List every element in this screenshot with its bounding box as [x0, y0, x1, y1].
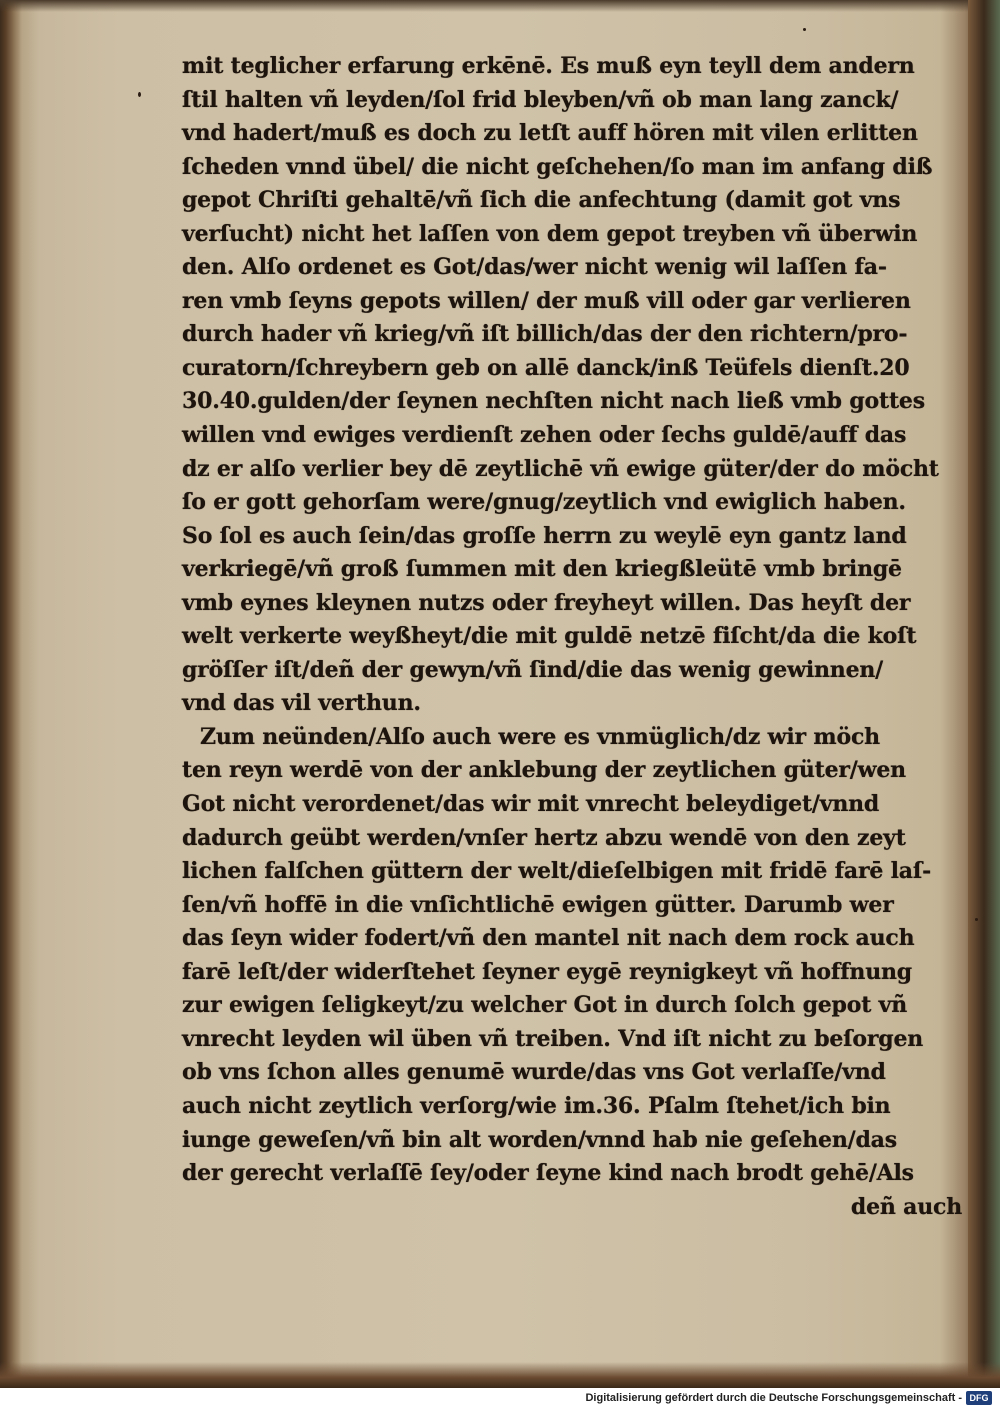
dfg-logo: DFG	[966, 1391, 992, 1405]
ink-speck	[975, 918, 978, 921]
text-line: vnd hadert/muß es doch zu letſt auff hören mit vilen erlitten	[182, 120, 918, 147]
text-line: der gerecht verlaſſē ſey/oder ſeyne kind nach brodt gehē/Als	[182, 1160, 914, 1187]
page-text	[182, 50, 962, 1224]
text-line: gröſſer iſt/deñ der gewyn/vñ ſind/die das wenig gewinnen/	[182, 656, 884, 683]
text-line: durch hader vñ krieg/vñ iſt billich/das der den richtern/pro-	[182, 321, 908, 348]
scan-bottom-edge	[0, 1362, 1000, 1388]
text-line: Got nicht verordenet/das wir mit vnrecht beleydiget/vnnd	[182, 791, 880, 818]
text-line: 30.40.gulden/der ſeynen nechſten nicht nach ließ vmb gottes	[182, 388, 925, 415]
text-line: ten reyn werdē von der anklebung der zeytlichen güter/wen	[182, 757, 906, 784]
text-line: gepot Chriſti gehaltē/vñ ſich die anfechtung (damit got vns	[182, 187, 901, 214]
ink-speck	[803, 28, 806, 31]
text-line: So ſol es auch ſein/das groſſe herrn zu weylē eyn gantz land	[182, 522, 907, 549]
text-line: Zum neünden/Alſo auch were es vnmüglich/dz wir möch	[200, 723, 880, 750]
funding-credit: Digitalisierung gefördert durch die Deutsche Forschungsgemeinschaft -	[585, 1392, 962, 1404]
text-line: farē leſt/der widerſtehet ſeyner eygē reynigkeyt vñ hoffnung	[182, 958, 912, 985]
text-line: ſtil halten vñ leyden/ſol frid bleyben/vñ ob man lang zanck/	[182, 86, 899, 113]
text-line: den. Alſo ordenet es Got/das/wer nicht wenig wil laſſen fa-	[182, 254, 887, 281]
catchword: deñ auch	[850, 1193, 962, 1220]
text-line: mit teglicher erfarung erkēnē. Es muß eyn teyll dem andern	[182, 53, 915, 79]
text-line: lichen falſchen güttern der welt/dieſelbigen mit fridē farē laſ-	[182, 858, 932, 885]
footer-bar	[0, 1388, 1000, 1409]
text-line: vnd das vil verthun.	[182, 690, 421, 717]
text-line: ſo er gott gehorſam were/gnug/zeytlich vnd ewiglich haben.	[182, 489, 906, 516]
text-line: dadurch geübt werden/vnſer hertz abzu wendē von den zeyt	[182, 824, 906, 851]
ink-speck	[138, 92, 141, 97]
text-line: vnrecht leyden wil üben vñ treiben. Vnd iſt nicht zu beſorgen	[182, 1025, 924, 1052]
text-line: verſucht) nicht het laſſen von dem gepot treyben vñ überwin	[182, 220, 918, 247]
text-line: vmb eynes kleynen nutzs oder freyheyt willen. Das heyſt der	[182, 589, 911, 616]
text-line: das ſeyn wider fodert/vñ den mantel nit nach dem rock auch	[182, 925, 915, 952]
scan-top-edge	[0, 0, 1000, 12]
text-line: ſcheden vnnd übel/ die nicht geſchehen/ſo man im anfang diß	[182, 153, 933, 180]
text-line: ren vmb ſeyns gepots willen/ der muß vill oder gar verlieren	[182, 287, 911, 314]
text-line: welt verkerte weyßheyt/die mit guldē netzē fiſcht/da die koſt	[182, 623, 917, 650]
text-line: zur ewigen ſeligkeyt/zu welcher Got in durch ſolch gepot vñ	[182, 992, 908, 1019]
text-line: auch nicht zeytlich verſorg/wie im.36. Pſalm ſtehet/ich bin	[182, 1092, 891, 1119]
text-line: ſen/vñ hoffē in die vnſichtlichē ewigen gütter. Darumb wer	[182, 891, 894, 918]
text-line: curatorn/ſchreybern geb on allē danck/inß Teüfels dienſt.20	[182, 354, 910, 381]
text-line: willen vnd ewiges verdienſt zehen oder ſechs guldē/auff das	[182, 422, 907, 449]
text-line: ob vns ſchon alles genumē wurde/das vns Got verlaſſe/vnd	[182, 1059, 886, 1086]
text-line: verkriegē/vñ groß ſummen mit den kriegßleütē vmb bringē	[182, 556, 902, 583]
text-line: dz er alſo verlier bey dē zeytlichē vñ ewige güter/der do möcht	[182, 455, 939, 482]
text-line: iunge geweſen/vñ bin alt worden/vnnd hab nie geſehen/das	[182, 1126, 897, 1153]
book-spine-edge	[968, 0, 1000, 1388]
